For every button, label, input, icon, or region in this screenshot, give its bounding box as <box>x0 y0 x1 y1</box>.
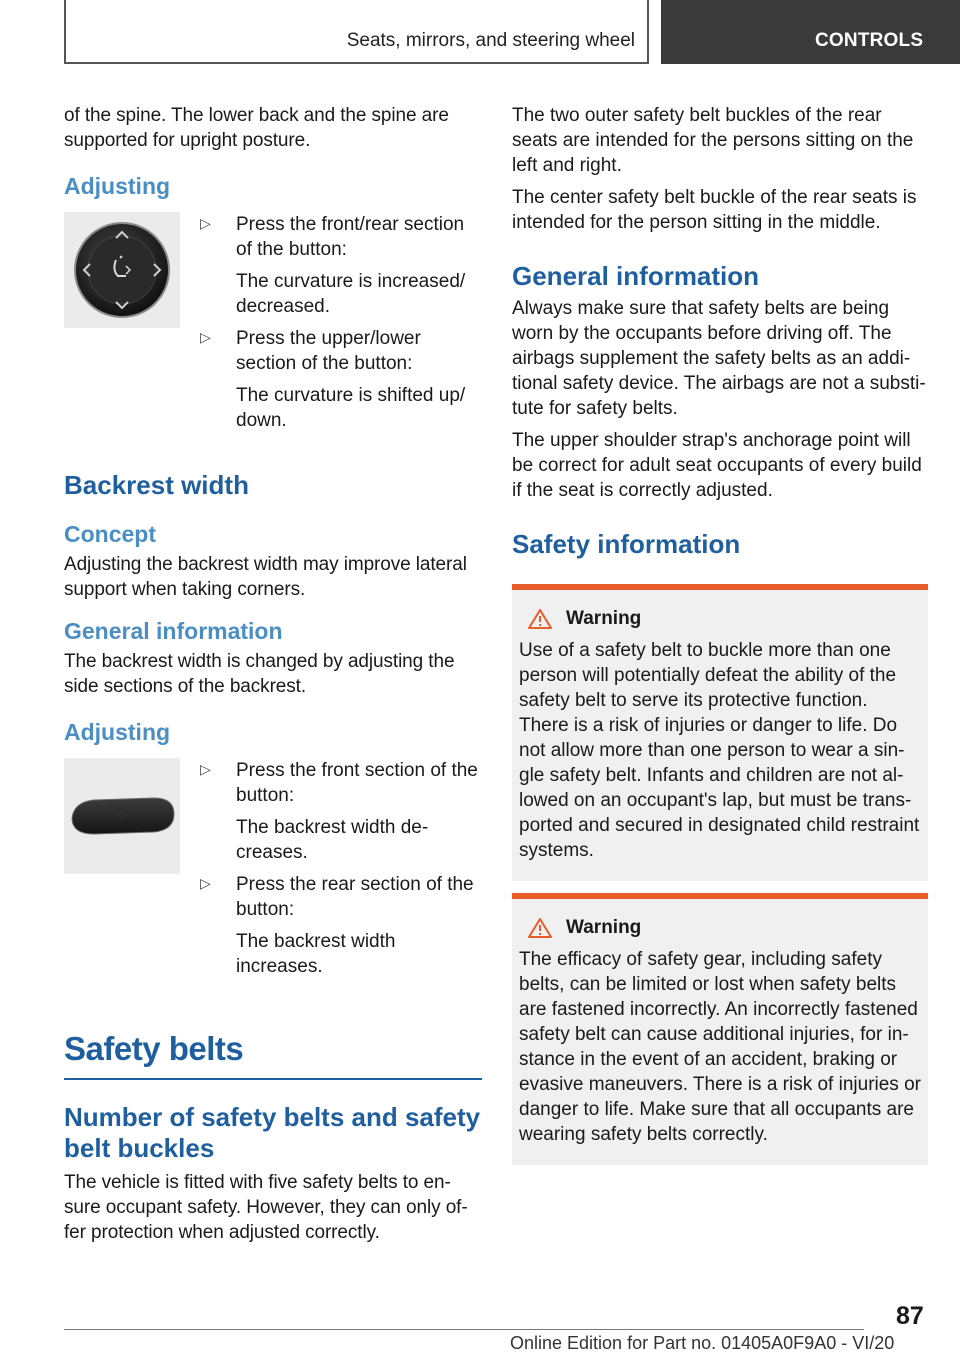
step-result: The backrest width increases. <box>236 931 396 977</box>
warning-triangle-icon <box>527 917 553 939</box>
number-of-belts-text: The vehicle is fitted with five safety belts to en‐ sure occupant safety. However, they can only of‐ fer protection when adjusted correctly. <box>64 1172 468 1243</box>
left-column <box>64 103 482 1252</box>
adjusting-heading-width: Adjusting <box>64 719 171 745</box>
chapter-tab-label: CONTROLS <box>815 30 924 51</box>
outer-buckles-paragraph: The two outer safety belt buckles of the rear seats are intended for the persons sitting on the left and right. <box>512 105 914 176</box>
width-steps <box>200 758 482 986</box>
warning-triangle-icon <box>527 608 553 630</box>
safety-belts-chapter-heading: Safety belts <box>64 1030 244 1067</box>
concept-text: Adjusting the backrest width may improve lateral support when taking corners. <box>64 554 467 600</box>
concept-heading: Concept <box>64 521 156 547</box>
right-column <box>512 103 928 1165</box>
step-item <box>200 212 482 326</box>
intro-paragraph: of the spine. The lower back and the spine are supported for upright posture. <box>64 105 449 151</box>
general-info-heading-left: General information <box>64 618 283 644</box>
header-section-title: Seats, mirrors, and steering wheel <box>346 30 635 51</box>
footer-edition: Online Edition for Part no. 01405A0F9A0 - VI/20 <box>510 1333 895 1353</box>
warning-text: The efficacy of safety gear, including safety belts, can be limited or lost when safety belts are fastened incorrectly. An incorrectly fastened safety belt can cause additional injuries, for in‐ stance in the event of an accident, braking or evasive maneuvers. There is a risk of injuries or danger to life. Make sure that all occupants are wearing safety belts correctly. <box>519 949 921 1145</box>
safety-info-heading: Safety information <box>512 529 741 559</box>
backrest-width-button-icon <box>64 758 180 874</box>
general-info-p1: Always make sure that safety belts are being worn by the occupants before driving off. The airbags supplement the safety belts as an addi‐ tional safety device. The airbags are not a substi‐ tute for safety belts. <box>512 298 926 419</box>
general-info-text-left: The backrest width is changed by adjusting the side sections of the backrest. <box>64 651 455 697</box>
step-action: Press the rear section of the button: <box>236 874 474 920</box>
lumbar-adjust-block <box>64 212 482 440</box>
header-section-box <box>64 0 649 64</box>
warning-title: Warning <box>566 917 642 938</box>
warning-text: Use of a safety belt to buckle more than one person will potentially defeat the ability of the safety belt to serve its protective function. There is a risk of injuries or danger to life. Do not allow more than one person to wear a sin‐ gle safety belt. Infants and children are not al‐ lowed on an occupant's lap, but must be trans‐ ported and secured in designated child restraint systems. <box>519 640 920 861</box>
general-info-p2: The upper shoulder strap's anchorage point will be correct for adult seat occupants of every build if the seat is correctly adjusted. <box>512 430 922 501</box>
step-item <box>200 326 482 440</box>
footer-divider <box>64 1329 864 1330</box>
step-action: Press the upper/lower section of the button: <box>236 328 421 374</box>
center-buckle-paragraph: The center safety belt buckle of the rear seats is intended for the person sitting in the middle. <box>512 187 917 233</box>
chapter-divider <box>64 1078 482 1080</box>
warning-box <box>512 584 928 881</box>
adjusting-heading-lumbar: Adjusting <box>64 173 171 199</box>
step-result: The curvature is shifted up/ down. <box>236 385 466 431</box>
triangle-bullet-icon: ▷ <box>200 215 211 231</box>
lumbar-button-image <box>64 212 180 328</box>
lumbar-control-icon <box>64 212 180 328</box>
general-info-heading-right: General information <box>512 261 760 291</box>
triangle-bullet-icon: ▷ <box>200 329 211 345</box>
step-result: The backrest width de‐ creases. <box>236 817 429 863</box>
step-item <box>200 872 482 986</box>
warning-box <box>512 893 928 1165</box>
triangle-bullet-icon: ▷ <box>200 761 211 777</box>
step-result: The curvature is increased/ decreased. <box>236 271 466 317</box>
width-adjust-block <box>64 758 482 986</box>
warning-title: Warning <box>566 608 642 629</box>
backrest-width-heading: Backrest width <box>64 470 249 500</box>
header-chapter-tab <box>661 0 960 64</box>
triangle-bullet-icon: ▷ <box>200 875 211 891</box>
number-of-belts-heading: Number of safety belts and safety belt buckles <box>64 1102 481 1163</box>
step-action: Press the front/rear section of the button: <box>236 214 465 260</box>
step-item <box>200 758 482 872</box>
page-number: 87 <box>896 1302 924 1330</box>
step-action: Press the front section of the button: <box>236 760 478 806</box>
width-button-image <box>64 758 180 874</box>
lumbar-steps <box>200 212 482 440</box>
